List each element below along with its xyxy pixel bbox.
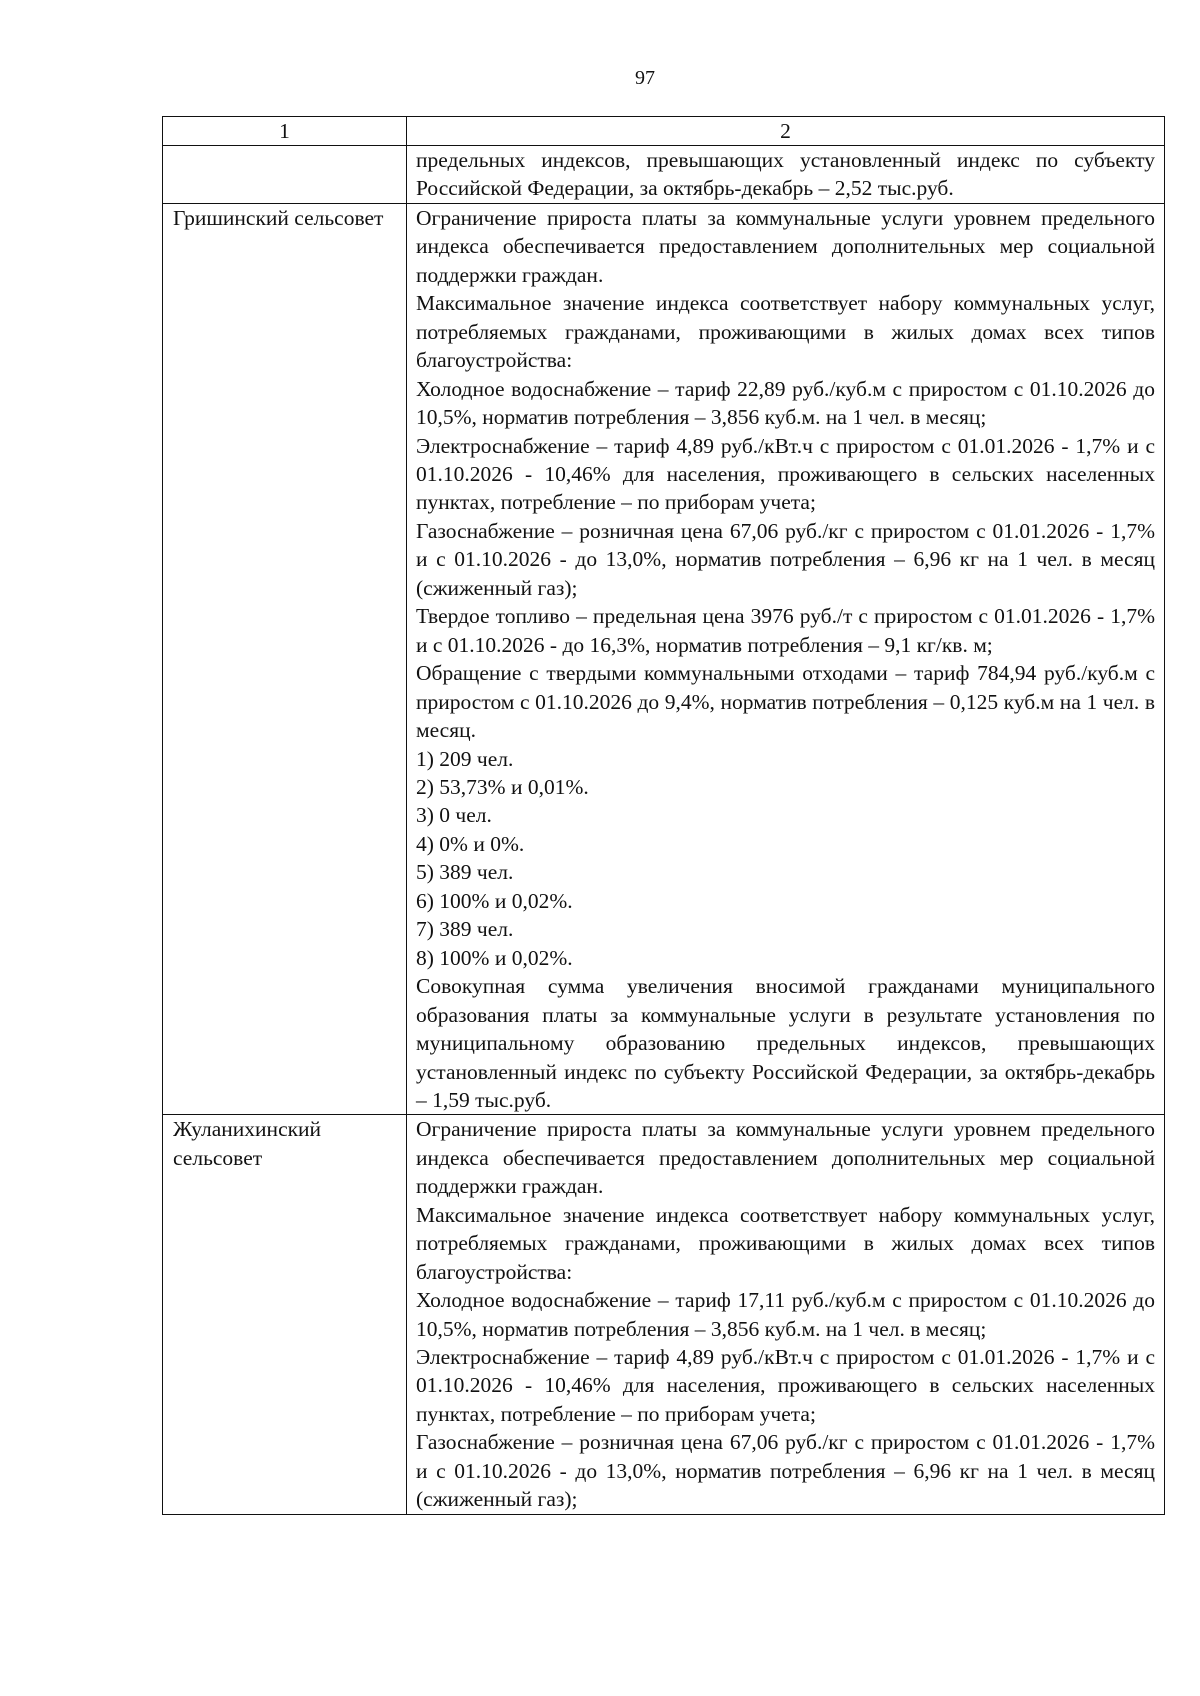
page-number: 97 [635, 67, 655, 89]
paragraph: Холодное водоснабжение – тариф 22,89 руб./куб.м с приростом с 01.10.2026 до 10,5%, норматив потребления – 3,856 куб.м. на 1 чел. в месяц; [416, 376, 1155, 430]
paragraph: Газоснабжение – розничная цена 67,06 руб./кг с приростом с 01.01.2026 - 1,7% и с 01.10.2026 - до 13,0%, норматив потребления – 6,96 кг на 1 чел. в месяц (сжиженный газ); [416, 1430, 1155, 1512]
paragraph: Электроснабжение – тариф 4,89 руб./кВт.ч с приростом с 01.01.2026 - 1,7% и с 01.10.2026 - 10,46% для населения, проживающего в сельских населенных пунктах, потребление – по приборам учета; [416, 1345, 1155, 1426]
list-item: 4) 0% и 0%. [416, 831, 525, 856]
description-cell [407, 203, 1165, 1115]
paragraph: предельных индексов, превышающих установленный индекс по субъекту Российской Федерации, за октябрь-декабрь – 2,52 тыс.руб. [416, 148, 1155, 201]
list-item: 6) 100% и 0,02%. [416, 888, 573, 913]
paragraph: Ограничение прироста платы за коммунальные услуги уровнем предельного индекса обеспечивается предоставлением дополнительных мер социальной поддержки граждан. [416, 1117, 1155, 1199]
paragraph: Максимальное значение индекса соответствует набору коммунальных услуг, потребляемых гражданами, проживающими в жилых домах всех типов благоустройства: [416, 1202, 1155, 1284]
municipality-cell [163, 1115, 407, 1514]
list-item: 5) 389 чел. [416, 860, 514, 885]
paragraph: Максимальное значение индекса соответствует набору коммунальных услуг, потребляемых гражданами, проживающими в жилых домах всех типов благоустройства: [416, 291, 1155, 373]
municipality-cell [163, 203, 407, 1115]
description-cell [407, 1115, 1165, 1514]
list-item: 7) 389 чел. [416, 917, 514, 942]
list-item: 2) 53,73% и 0,01%. [416, 774, 589, 799]
paragraph: Холодное водоснабжение – тариф 17,11 руб./куб.м с приростом с 01.10.2026 до 10,5%, норматив потребления – 3,856 куб.м. на 1 чел. в месяц; [416, 1288, 1155, 1341]
list-item: 8) 100% и 0,02%. [416, 945, 573, 970]
paragraph: Газоснабжение – розничная цена 67,06 руб./кг с приростом с 01.01.2026 - 1,7% и с 01.10.2026 - до 13,0%, норматив потребления – 6,96 кг на 1 чел. в месяц (сжиженный газ); [416, 518, 1155, 600]
paragraph: Электроснабжение – тариф 4,89 руб./кВт.ч с приростом с 01.01.2026 - 1,7% и с 01.10.2026 - 10,46% для населения, проживающего в сельских населенных пунктах, потребление – по приборам учета; [416, 433, 1155, 515]
paragraph: Твердое топливо – предельная цена 3976 руб./т с приростом с 01.01.2026 - 1,7% и с 01.10.2026 - до 16,3%, норматив потребления – 9,1 кг/кв. м; [416, 604, 1155, 657]
paragraph: Обращение с твердыми коммунальными отходами – тариф 784,94 руб./куб.м с приростом с 01.10.2026 до 9,4%, норматив потребления – 0,125 куб.м на 1 чел. в месяц. [416, 661, 1155, 743]
description-cell [407, 146, 1165, 204]
column-header-2: 2 [407, 117, 1165, 146]
table-row [163, 1115, 1165, 1514]
table-row [163, 146, 1165, 204]
municipal-index-table [162, 116, 1165, 1515]
list-item: 3) 0 чел. [416, 803, 492, 828]
paragraph: Ограничение прироста платы за коммунальные услуги уровнем предельного индекса обеспечивается предоставлением дополнительных мер социальной поддержки граждан. [416, 205, 1155, 287]
table-header-row [163, 117, 1165, 146]
paragraph: Совокупная сумма увеличения вносимой гражданами муниципального образования платы за коммунальные услуги в результате установления по муниципальному образованию предельных индексов, превышающих установленный индекс по субъекту Российской Федерации, за октябрь-декабрь – 1,59 тыс.руб. [416, 974, 1155, 1112]
municipality-cell [163, 146, 407, 204]
list-item: 1) 209 чел. [416, 746, 514, 771]
table-row [163, 203, 1165, 1115]
municipality-name: Жуланихинский сельсовет [173, 1117, 322, 1170]
municipality-name: Гришинский сельсовет [173, 205, 384, 230]
column-header-1: 1 [163, 117, 407, 146]
